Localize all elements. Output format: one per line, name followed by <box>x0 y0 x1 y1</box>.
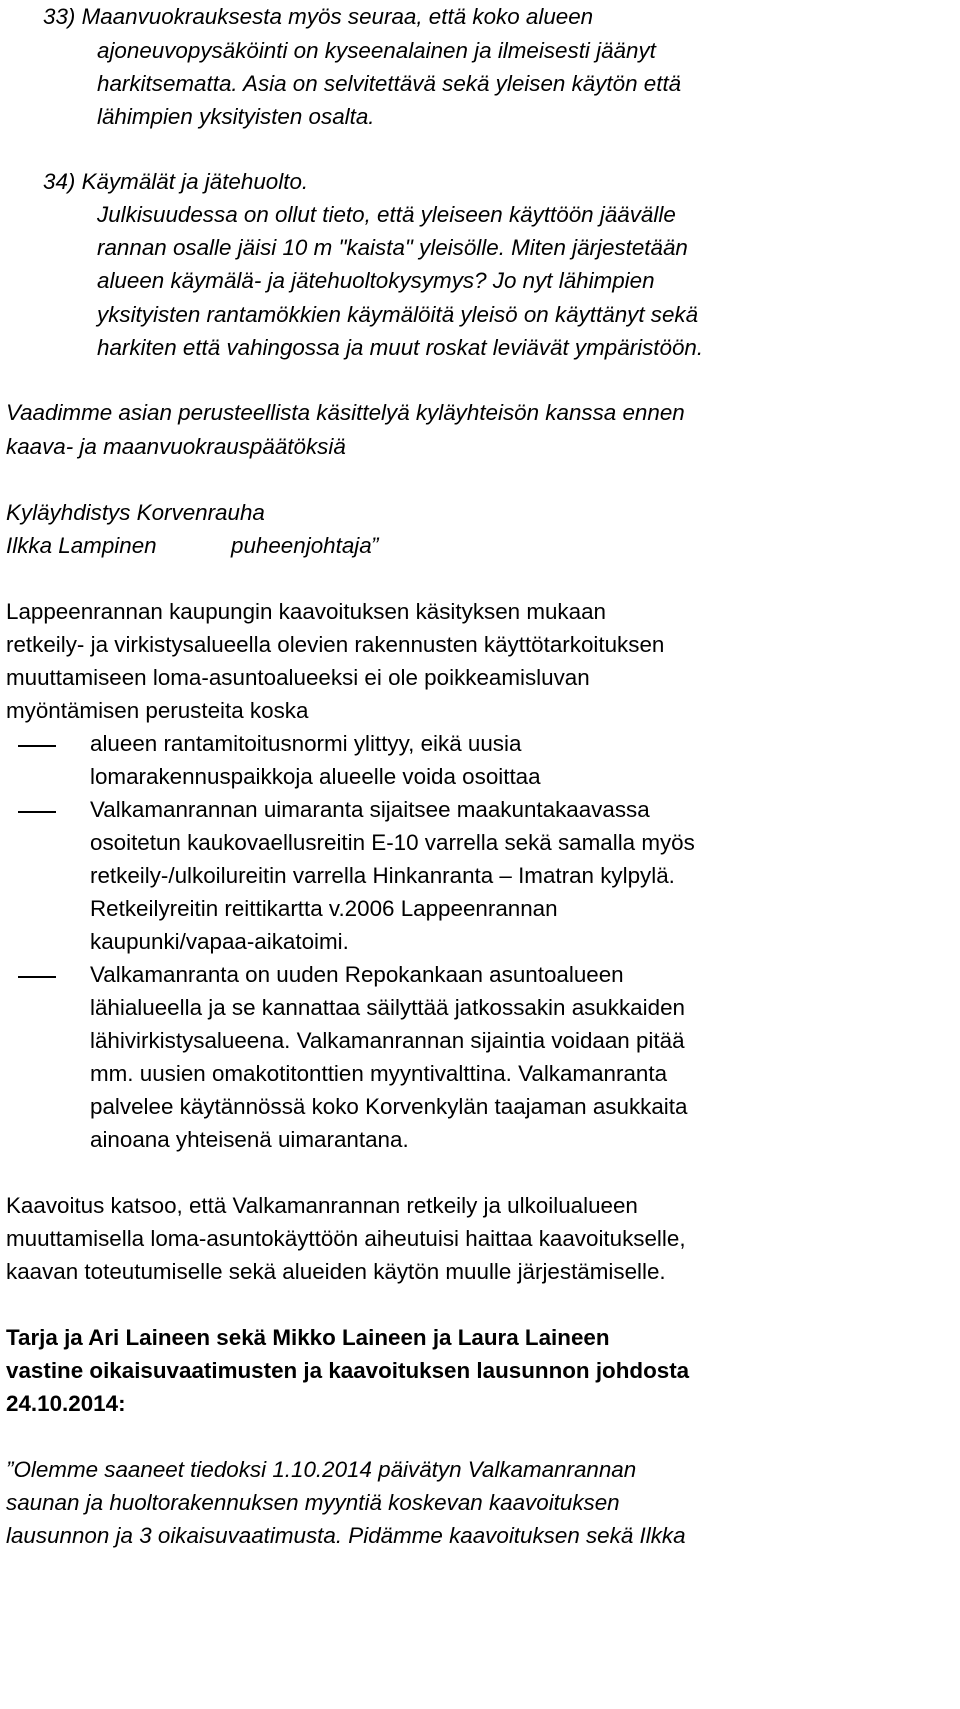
dash-bullet <box>18 745 56 747</box>
list-item-text: Valkamanrannan uimaranta sijaitsee maakuntakaavassa <box>90 797 650 822</box>
text-line: yksityisten rantamökkien käymälöitä yleisö on käyttänyt sekä <box>97 302 699 327</box>
text-line: Lappeenrannan kaupungin kaavoituksen käsityksen mukaan <box>6 599 606 624</box>
list-item-text: lähialueella ja se kannattaa säilyttää jatkossakin asukkaiden <box>90 995 685 1020</box>
text-line: kaava- ja maanvuokrauspäätöksiä <box>6 434 346 459</box>
list-item-text: kaupunki/vapaa-aikatoimi. <box>90 929 349 954</box>
quote-line: saunan ja huoltorakennuksen myyntiä koskevan kaavoituksen <box>6 1490 620 1515</box>
closing-quote: ” <box>371 533 379 558</box>
text-line: harkiten että vahingossa ja muut roskat leviävät ympäristöön. <box>97 335 704 360</box>
text-line: muuttamiseen loma-asuntoalueeksi ei ole poikkeamisluvan <box>6 665 590 690</box>
signature-name: Ilkka Lampinen <box>6 533 157 558</box>
text-line: Julkisuudessa on ollut tieto, että yleiseen käyttöön jäävälle <box>97 202 676 227</box>
section-heading: vastine oikaisuvaatimusten ja kaavoituksen lausunnon johdosta <box>6 1358 690 1383</box>
quote-line: ”Olemme saaneet tiedoksi 1.10.2014 päivätyn Valkamanrannan <box>6 1457 637 1482</box>
section-heading: Tarja ja Ari Laineen sekä Mikko Laineen ja Laura Laineen <box>6 1325 610 1350</box>
text-line: Kaavoitus katsoo, että Valkamanrannan retkeily ja ulkoilualueen <box>6 1193 638 1218</box>
text-line: 33) Maanvuokrauksesta myös seuraa, että koko alueen <box>43 4 594 29</box>
list-item-text: Valkamanranta on uuden Repokankaan asuntoalueen <box>90 962 624 987</box>
text-line: rannan osalle jäisi 10 m "kaista" yleisölle. Miten järjestetään <box>97 235 688 260</box>
text-line: Vaadimme asian perusteellista käsittelyä kyläyhteisön kanssa ennen <box>6 400 685 425</box>
list-item-text: lähivirkistysalueena. Valkamanrannan sijaintia voidaan pitää <box>90 1028 685 1053</box>
text-line: lähimpien yksityisten osalta. <box>97 104 375 129</box>
dash-bullet <box>18 976 56 978</box>
list-item-text: ainoana yhteisenä uimarantana. <box>90 1127 409 1152</box>
text-line: muuttamisella loma-asuntokäyttöön aiheutuisi haittaa kaavoitukselle, <box>6 1226 686 1251</box>
section-heading: 24.10.2014: <box>6 1391 126 1416</box>
dash-bullet <box>18 811 56 813</box>
signature-org: Kyläyhdistys Korvenrauha <box>6 500 265 525</box>
list-item-text: mm. uusien omakotitonttien myyntivalttina. Valkamanranta <box>90 1061 668 1086</box>
list-item-text: retkeily-/ulkoilureitin varrella Hinkanranta – Imatran kylpylä. <box>90 863 675 888</box>
text-line: harkitsematta. Asia on selvitettävä sekä yleisen käytön että <box>97 71 682 96</box>
text-line: 34) Käymälät ja jätehuolto. <box>43 169 309 194</box>
text-line: kaavan toteutumiselle sekä alueiden käytön muulle järjestämiselle. <box>6 1259 666 1284</box>
text-line: ajoneuvopysäköinti on kyseenalainen ja ilmeisesti jäänyt <box>97 38 656 63</box>
text-line: myöntämisen perusteita koska <box>6 698 309 723</box>
text-line: alueen käymälä- ja jätehuoltokysymys? Jo nyt lähimpien <box>97 268 655 293</box>
signature-title: puheenjohtaja <box>231 533 372 558</box>
quote-line: lausunnon ja 3 oikaisuvaatimusta. Pidämme kaavoituksen sekä Ilkka <box>6 1523 686 1548</box>
list-item-text: alueen rantamitoitusnormi ylittyy, eikä uusia <box>90 731 522 756</box>
text-line: retkeily- ja virkistysalueella olevien rakennusten käyttötarkoituksen <box>6 632 665 657</box>
list-item-text: osoitetun kaukovaellusreitin E-10 varrella sekä samalla myös <box>90 830 695 855</box>
list-item-text: palvelee käytännössä koko Korvenkylän taajaman asukkaita <box>90 1094 688 1119</box>
list-item-text: lomarakennuspaikkoja alueelle voida osoittaa <box>90 764 541 789</box>
list-item-text: Retkeilyreitin reittikartta v.2006 Lappeenrannan <box>90 896 558 921</box>
